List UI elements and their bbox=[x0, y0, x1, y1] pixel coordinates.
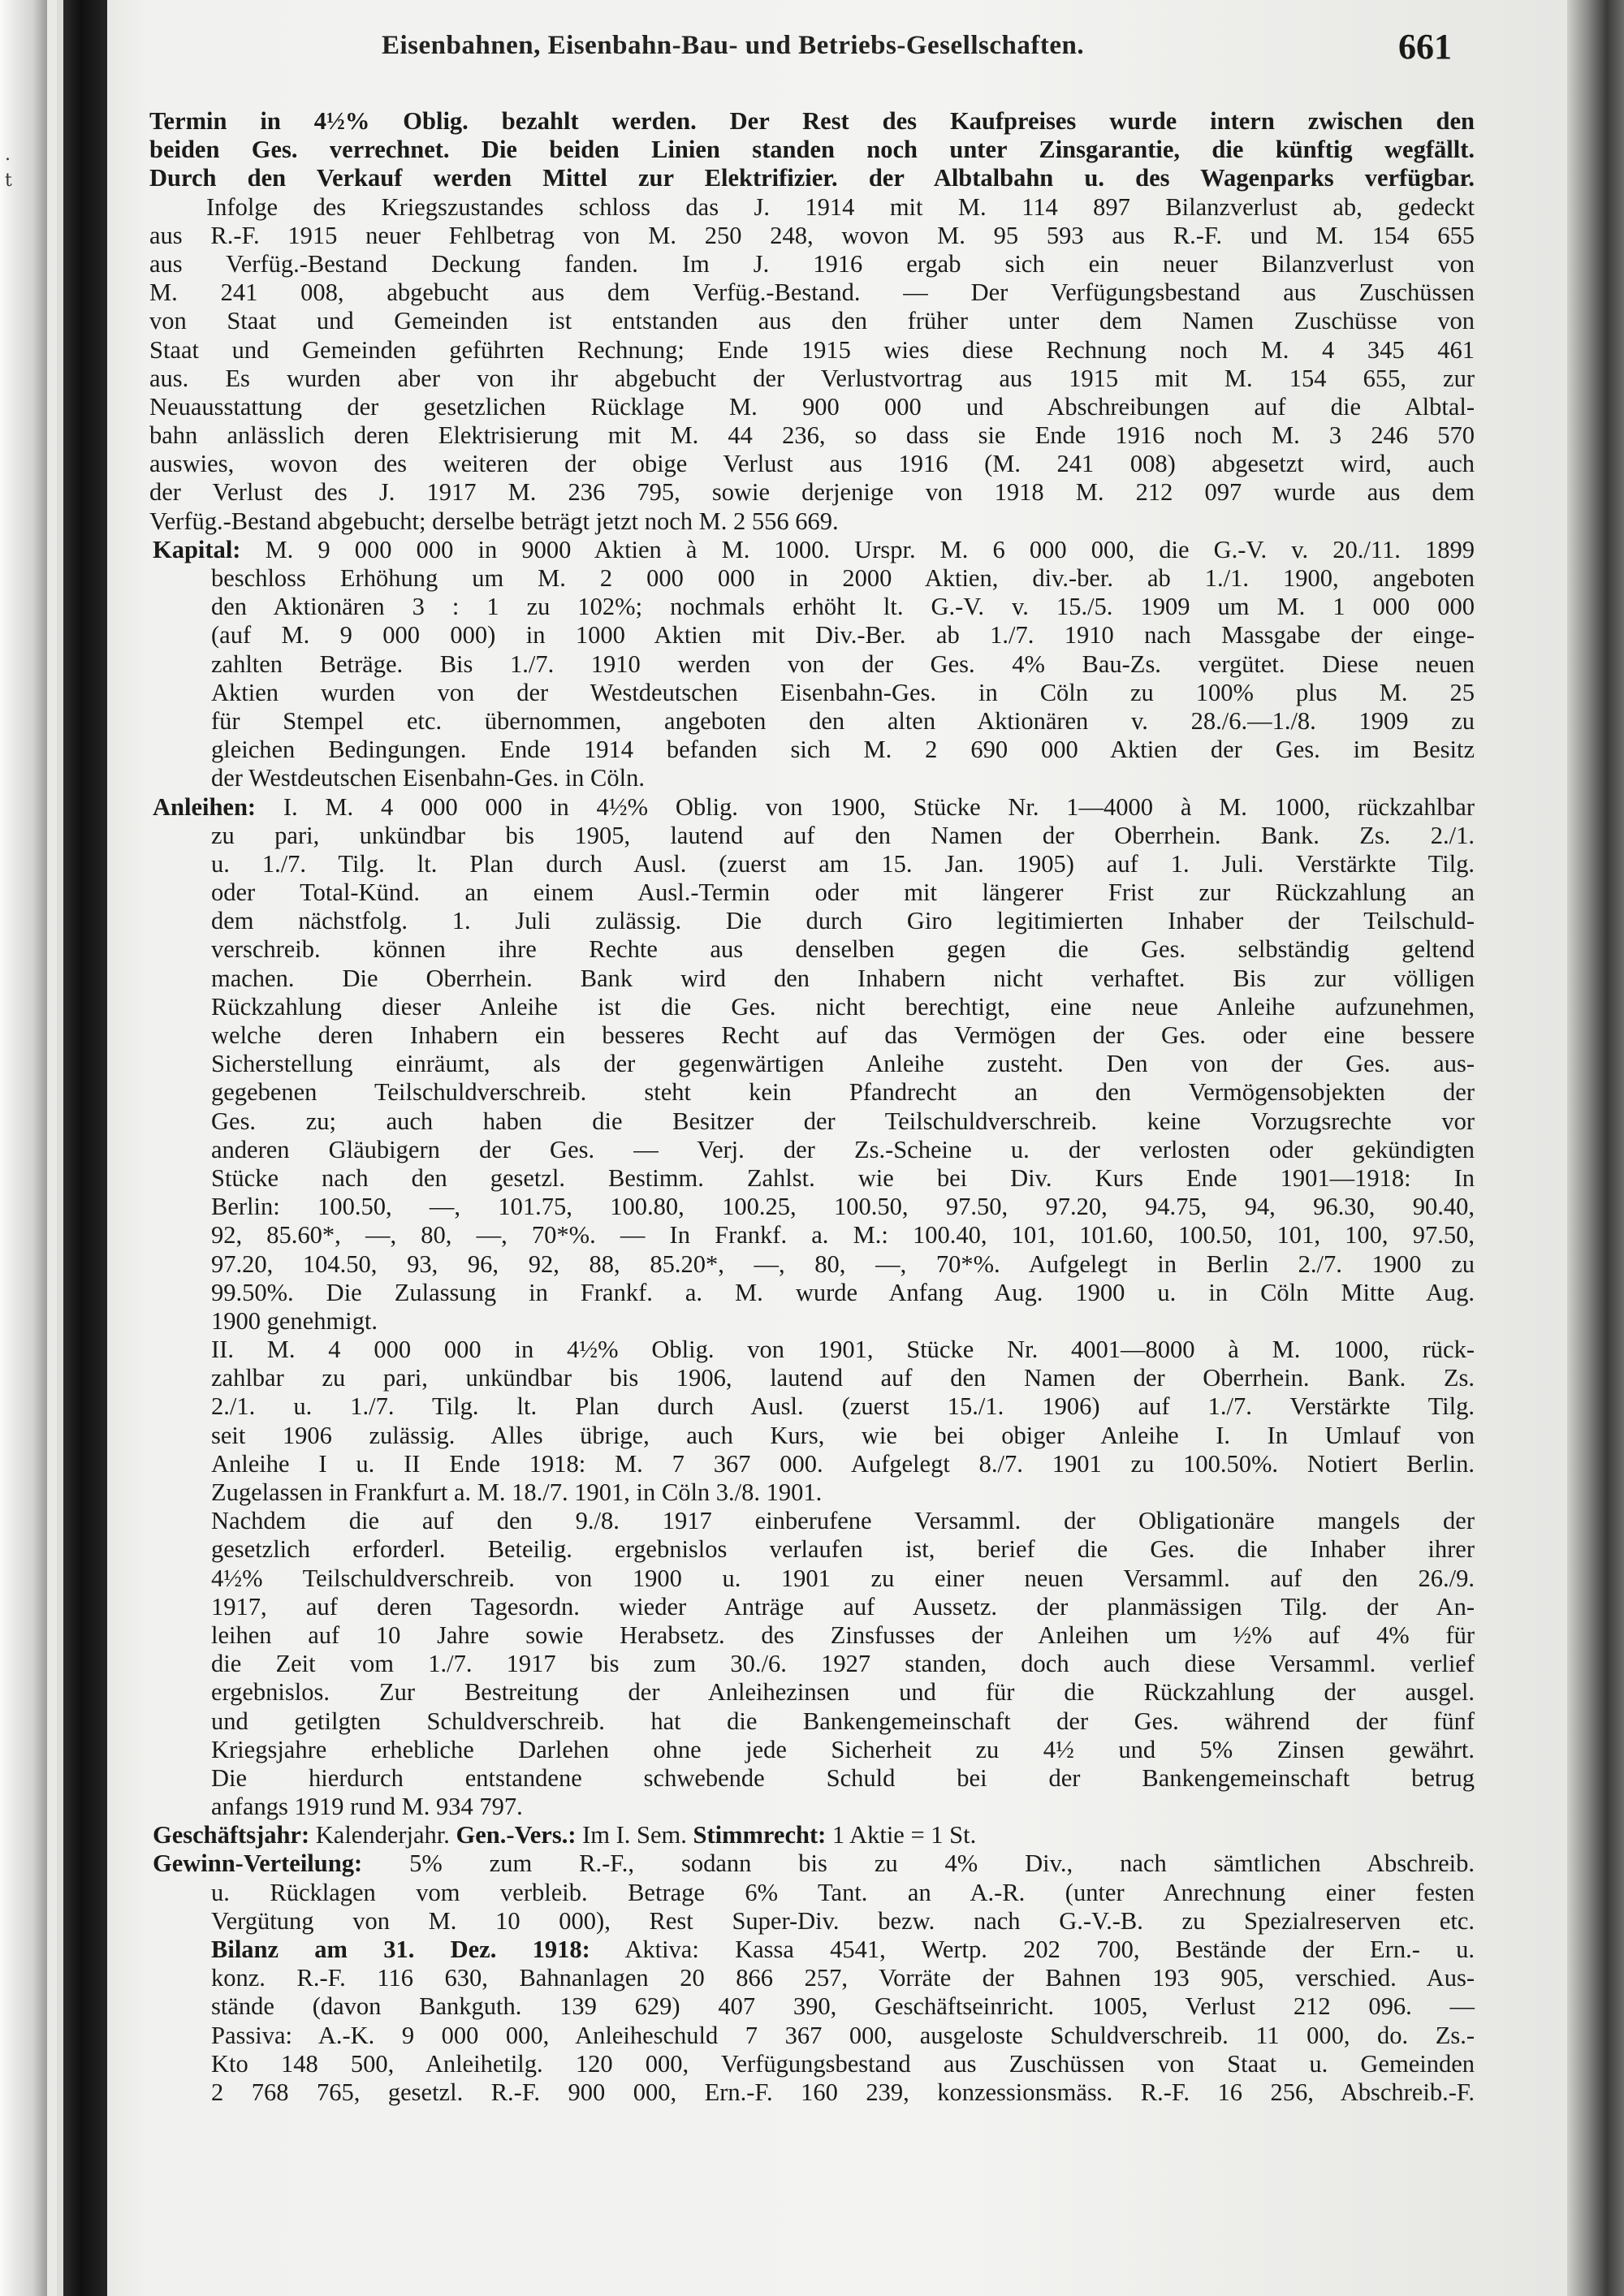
line-text: 97.20, 104.50, 93, 96, 92, 88, 85.20*, —, 80, —, 70*%. Aufgelegt in Berlin 2./7. 1900 zu bbox=[211, 1249, 1475, 1278]
text-line bbox=[149, 1478, 1475, 1507]
line-text: Stücke nach den gesetzl. Bestimm. Zahlst. wie bei Div. Kurs Ende 1901—1918: In bbox=[211, 1163, 1475, 1192]
text-line bbox=[149, 507, 1475, 536]
line-text: Staat und Gemeinden geführten Rechnung; Ende 1915 wies diese Rechnung noch M. 4 345 461 bbox=[149, 335, 1475, 364]
line-text: u. Rücklagen vom verbleib. Betrage 6% Tant. an A.-R. (unter Anrechnung einer festen bbox=[211, 1878, 1475, 1906]
line-text: Vergütung von M. 10 000), Rest Super-Div. bezw. nach G.-V.-B. zu Spezialreserven etc. bbox=[211, 1906, 1475, 1935]
line-text: zahlbar zu pari, unkündbar bis 1906, lautend auf den Namen der Oberrhein. Bank. Zs. bbox=[211, 1364, 1475, 1392]
line-text: (auf M. 9 000 000) in 1000 Aktien mit Div.-Ber. ab 1./7. 1910 nach Massgabe der einge- bbox=[211, 621, 1475, 650]
text-line bbox=[149, 679, 1475, 707]
page-number: 661 bbox=[1398, 27, 1452, 67]
line-text: den Aktionären 3 : 1 zu 102%; nochmals erhöht lt. G.-V. v. 15./5. 1909 um M. 1 000 000 bbox=[211, 593, 1475, 621]
text-line bbox=[149, 2078, 1475, 2107]
line-text: von Staat und Gemeinden ist entstanden aus den früher unter dem Namen Zuschüsse von bbox=[149, 307, 1475, 335]
line-text: beiden Ges. verrechnet. Die beiden Linien standen noch unter Zinsgarantie, die künftig wegfällt. bbox=[149, 136, 1475, 164]
line-text: Rückzahlung dieser Anleihe ist die Ges. nicht berechtigt, eine neue Anleihe aufzunehmen, bbox=[211, 992, 1475, 1021]
line-text: gleichen Bedingungen. Ende 1914 befanden sich M. 2 690 000 Aktien der Ges. im Besitz bbox=[211, 736, 1475, 764]
text-line bbox=[149, 993, 1475, 1021]
running-header: Eisenbahnen, Eisenbahn-Bau- und Betriebs-Gesellschaften. bbox=[382, 31, 1085, 60]
text-line bbox=[149, 822, 1475, 850]
text-line bbox=[149, 1050, 1475, 1078]
text-line bbox=[149, 564, 1475, 593]
line-text: Kto 148 500, Anleihetilg. 120 000, Verfügungsbestand aus Zuschüssen von Staat u. Gemeinden bbox=[211, 2049, 1475, 2078]
text-line bbox=[149, 1535, 1475, 1564]
text-line bbox=[149, 250, 1475, 278]
text-line bbox=[149, 935, 1475, 964]
line-text: 1917, auf deren Tagesordn. wieder Anträge auf Aussetz. der planmässigen Tilg. der An- bbox=[211, 1592, 1475, 1621]
line-text: aus. Es wurden aber von ihr abgebucht der Verlustvortrag aus 1915 mit M. 154 655, zur bbox=[149, 364, 1475, 392]
line-text: der Verlust des J. 1917 M. 236 795, sowie derjenige von 1918 M. 212 097 wurde aus dem bbox=[149, 478, 1475, 507]
text-line bbox=[149, 1879, 1475, 1907]
line-text: zu pari, unkündbar bis 1905, lautend auf den Namen der Oberrhein. Bank. Zs. 2./1. bbox=[211, 821, 1475, 849]
line-text: dem nächstfolg. 1. Juli zulässig. Die durch Giro legitimierten Inhaber der Teilschuld- bbox=[211, 907, 1475, 935]
line-text: anfangs 1919 rund M. 934 797. bbox=[211, 1793, 523, 1821]
text-line bbox=[149, 1992, 1475, 2021]
text-line bbox=[149, 450, 1475, 478]
text-line bbox=[149, 1250, 1475, 1279]
section-label: Anleihen: bbox=[153, 792, 257, 821]
line-text: und getilgten Schuldverschreib. hat die Bankengemeinschaft der Ges. während der fünf bbox=[211, 1707, 1475, 1735]
text-line bbox=[149, 1793, 1475, 1821]
line-text: Passiva: A.-K. 9 000 000, Anleiheschuld 7 367 000, ausgeloste Schuldverschreib. 11 000, do. Zs.- bbox=[211, 2021, 1475, 2049]
line-text: zahlten Beträge. Bis 1./7. 1910 werden von der Ges. 4% Bau-Zs. vergütet. Diese neuen bbox=[211, 650, 1475, 678]
text-line bbox=[149, 1307, 1475, 1336]
body-text bbox=[149, 107, 1475, 2107]
text-line bbox=[149, 136, 1475, 164]
text-line bbox=[149, 1707, 1475, 1736]
text-line bbox=[149, 764, 1475, 792]
line-text: Aktiva: Kassa 4541, Wertp. 202 700, Bestände der Ern.- u. bbox=[590, 1936, 1475, 1963]
text-line bbox=[149, 393, 1475, 421]
margin-mark: . bbox=[5, 145, 11, 165]
text-line bbox=[149, 421, 1475, 450]
text-line bbox=[149, 736, 1475, 764]
left-scan-margin bbox=[0, 0, 47, 2296]
text-line bbox=[149, 1621, 1475, 1650]
text-line bbox=[149, 1336, 1475, 1364]
text-line bbox=[149, 1107, 1475, 1136]
line-text: Termin in 4½% Oblig. bezahlt werden. Der Rest des Kaufpreises wurde intern zwischen den bbox=[149, 107, 1475, 135]
text-line bbox=[149, 1736, 1475, 1764]
line-text: bahn anlässlich deren Elektrisierung mit M. 44 236, so dass sie Ende 1916 noch M. 3 246 570 bbox=[149, 421, 1475, 450]
text-line bbox=[149, 1364, 1475, 1392]
line-text: I. M. 4 000 000 in 4½% Oblig. von 1900, Stücke Nr. 1—4000 à M. 1000, rückzahlbar bbox=[256, 792, 1475, 821]
line-text: Im I. Sem. bbox=[576, 1821, 693, 1849]
section-label: Geschäftsjahr: bbox=[153, 1821, 310, 1849]
line-text: u. 1./7. Tilg. lt. Plan durch Ausl. (zuerst am 15. Jan. 1905) auf 1. Juli. Verstärkte Tilg. bbox=[211, 849, 1475, 878]
line-text: 2./1. u. 1./7. Tilg. lt. Plan durch Ausl. (zuerst 15./1. 1906) auf 1./7. Verstärkte Tilg. bbox=[211, 1392, 1475, 1421]
line-text: beschloss Erhöhung um M. 2 000 000 in 2000 Aktien, div.-ber. ab 1./1. 1900, angeboten bbox=[211, 564, 1475, 592]
line-text: Ges. zu; auch haben die Besitzer der Teilschuldverschreib. keine Vorzugsrechte vor bbox=[211, 1107, 1475, 1135]
text-line bbox=[149, 1650, 1475, 1678]
line-text: Aktien wurden von der Westdeutschen Eisenbahn-Ges. in Cöln zu 100% plus M. 25 bbox=[211, 678, 1475, 706]
text-line bbox=[149, 193, 1475, 222]
text-line bbox=[149, 1564, 1475, 1593]
line-text: gegebenen Teilschuldverschreib. steht kein Pfandrecht an den Vermögensobjekten der bbox=[211, 1078, 1475, 1107]
line-text: Anleihe I u. II Ende 1918: M. 7 367 000. Aufgelegt 8./7. 1901 zu 100.50%. Notiert Berlin. bbox=[211, 1449, 1475, 1478]
text-line bbox=[149, 536, 1475, 564]
text-line bbox=[149, 336, 1475, 365]
line-text: ergebnislos. Zur Bestreitung der Anleihezinsen und für die Rückzahlung der ausgel. bbox=[211, 1678, 1475, 1707]
text-line bbox=[149, 1136, 1475, 1164]
line-text: der Westdeutschen Eisenbahn-Ges. in Cöln. bbox=[211, 764, 646, 792]
text-line bbox=[149, 1193, 1475, 1221]
line-text: aus Verfüg.-Bestand Deckung fanden. Im J. 1916 ergab sich ein neuer Bilanzverlust von bbox=[149, 249, 1475, 278]
text-line bbox=[149, 1907, 1475, 1936]
text-line bbox=[149, 1078, 1475, 1107]
section-label: Bilanz am 31. Dez. 1918: bbox=[211, 1936, 590, 1963]
text-line bbox=[149, 222, 1475, 250]
text-line bbox=[149, 878, 1475, 907]
text-line bbox=[149, 907, 1475, 935]
line-text: Durch den Verkauf werden Mittel zur Elektrifizier. der Albtalbahn u. des Wagenparks verfügbar. bbox=[149, 164, 1475, 192]
text-line bbox=[149, 1507, 1475, 1535]
line-text: anderen Gläubigern der Ges. — Verj. der Zs.-Scheine u. der verlosten oder gekündigten bbox=[211, 1135, 1475, 1163]
line-text: Kalenderjahr. bbox=[309, 1821, 456, 1849]
line-text: stände (davon Bankguth. 139 629) 407 390, Geschäftseinricht. 1005, Verlust 212 096. — bbox=[211, 1992, 1475, 2021]
line-text: Nachdem die auf den 9./8. 1917 einberufene Versamml. der Obligationäre mangels der bbox=[211, 1507, 1475, 1535]
line-text: Die hierdurch entstandene schwebende Schuld bei der Bankengemeinschaft betrug bbox=[211, 1763, 1475, 1792]
line-text: machen. Die Oberrhein. Bank wird den Inhabern nicht verhaftet. Bis zur völligen bbox=[211, 964, 1475, 992]
text-line bbox=[149, 1678, 1475, 1707]
text-line bbox=[149, 478, 1475, 507]
line-text: gesetzlich erforderl. Beteilig. ergebnislos verlaufen ist, berief die Ges. die Inhaber ihrer bbox=[211, 1535, 1475, 1564]
line-text: II. M. 4 000 000 in 4½% Oblig. von 1901, Stücke Nr. 4001—8000 à M. 1000, rück- bbox=[211, 1336, 1475, 1364]
text-line bbox=[149, 650, 1475, 679]
text-line bbox=[149, 1764, 1475, 1793]
text-line bbox=[149, 965, 1475, 993]
text-line bbox=[149, 707, 1475, 736]
line-text: Kriegsjahre erhebliche Darlehen ohne jede Sicherheit zu 4½ und 5% Zinsen gewährt. bbox=[211, 1735, 1475, 1763]
text-line bbox=[149, 593, 1475, 621]
text-line bbox=[149, 793, 1475, 822]
text-line bbox=[149, 107, 1475, 136]
line-text: 5% zum R.-F., sodann bis zu 4% Div., nach sämtlichen Abschreib. bbox=[362, 1849, 1475, 1878]
section-label: Gen.-Vers.: bbox=[456, 1821, 577, 1849]
section-label: Gewinn-Verteilung: bbox=[153, 1849, 363, 1878]
line-text: Sicherstellung einräumt, als der gegenwärtigen Anleihe zusteht. Den von der Ges. aus- bbox=[211, 1050, 1475, 1078]
line-text: Infolge des Kriegszustandes schloss das J. 1914 mit M. 114 897 Bilanzverlust ab, gedeckt bbox=[206, 192, 1475, 221]
line-text: oder Total-Künd. an einem Ausl.-Termin oder mit längerer Frist zur Rückzahlung an bbox=[211, 878, 1475, 907]
text-line bbox=[149, 164, 1475, 192]
line-text: 4½% Teilschuldverschreib. von 1900 u. 1901 zu einer neuen Versamml. auf den 26./9. bbox=[211, 1564, 1475, 1592]
line-text: die Zeit vom 1./7. 1917 bis zum 30./6. 1927 standen, doch auch diese Versamml. verlief bbox=[211, 1650, 1475, 1678]
line-text: M. 241 008, abgebucht aus dem Verfüg.-Bestand. — Der Verfügungsbestand aus Zuschüssen bbox=[149, 278, 1475, 307]
line-text: seit 1906 zulässig. Alles übrige, auch Kurs, wie bei obiger Anleihe I. In Umlauf von bbox=[211, 1421, 1475, 1449]
text-line bbox=[149, 2022, 1475, 2050]
text-line bbox=[149, 365, 1475, 393]
line-text: verschreib. können ihre Rechte aus denselben gegen die Ges. selbständig geltend bbox=[211, 935, 1475, 964]
text-line bbox=[149, 1221, 1475, 1249]
text-line bbox=[149, 621, 1475, 650]
line-text: Neuausstattung der gesetzlichen Rücklage M. 900 000 und Abschreibungen auf die Albtal- bbox=[149, 392, 1475, 421]
line-text: für Stempel etc. übernommen, angeboten den alten Aktionären v. 28./6.—1./8. 1909 zu bbox=[211, 706, 1475, 735]
text-line bbox=[149, 1392, 1475, 1421]
text-line bbox=[149, 1964, 1475, 1992]
section-label: Stimmrecht: bbox=[693, 1821, 827, 1849]
line-text: Verfüg.-Bestand abgebucht; derselbe beträgt jetzt noch M. 2 556 669. bbox=[149, 507, 839, 535]
line-text: aus R.-F. 1915 neuer Fehlbetrag von M. 250 248, wovon M. 95 593 aus R.-F. und M. 154 655 bbox=[149, 221, 1475, 249]
text-line bbox=[149, 850, 1475, 878]
line-text: 1900 genehmigt. bbox=[211, 1306, 378, 1335]
text-line bbox=[149, 1936, 1475, 1964]
section-label: Kapital: bbox=[153, 535, 241, 563]
text-line bbox=[149, 1164, 1475, 1193]
line-text: M. 9 000 000 in 9000 Aktien à M. 1000. Urspr. M. 6 000 000, die G.-V. v. 20./11. 1899 bbox=[240, 535, 1475, 563]
line-text: 92, 85.60*, —, 80, —, 70*%. — In Frankf. a. M.: 100.40, 101, 101.60, 100.50, 101, 100, 97.50, bbox=[211, 1221, 1475, 1249]
line-text: Berlin: 100.50, —, 101.75, 100.80, 100.25, 100.50, 97.50, 97.20, 94.75, 94, 96.30, 90.40, bbox=[211, 1193, 1475, 1221]
line-text: leihen auf 10 Jahre sowie Herabsetz. des Zinsfusses der Anleihen um ½% auf 4% für bbox=[211, 1621, 1475, 1649]
line-text: konz. R.-F. 116 630, Bahnanlagen 20 866 257, Vorräte der Bahnen 193 905, verschied. Aus- bbox=[211, 1964, 1475, 1992]
line-text: auswies, wovon des weiteren der obige Verlust aus 1916 (M. 241 008) abgesetzt wird, auch bbox=[149, 450, 1475, 478]
right-page-edge bbox=[1567, 0, 1624, 2296]
text-line bbox=[149, 1422, 1475, 1450]
text-line bbox=[149, 278, 1475, 307]
text-line bbox=[149, 2050, 1475, 2078]
text-line bbox=[149, 1279, 1475, 1307]
text-line bbox=[149, 307, 1475, 335]
line-text: 99.50%. Die Zulassung in Frankf. a. M. wurde Anfang Aug. 1900 u. in Cöln Mitte Aug. bbox=[211, 1278, 1475, 1306]
text-line bbox=[149, 1849, 1475, 1878]
text-line bbox=[149, 1593, 1475, 1621]
margin-mark: t bbox=[5, 170, 12, 191]
text-line bbox=[149, 1450, 1475, 1478]
binding-shadow bbox=[63, 0, 107, 2296]
line-text: Zugelassen in Frankfurt a. M. 18./7. 1901, in Cöln 3./8. 1901. bbox=[211, 1478, 823, 1506]
line-text: 2 768 765, gesetzl. R.-F. 900 000, Ern.-F. 160 239, konzessionsmäss. R.-F. 16 256, Abschreib.-F. bbox=[211, 2078, 1475, 2106]
line-text: welche deren Inhabern ein besseres Recht auf das Vermögen der Ges. oder eine bessere bbox=[211, 1021, 1475, 1049]
text-line bbox=[149, 1821, 1475, 1849]
text-line bbox=[149, 1021, 1475, 1050]
line-text: 1 Aktie = 1 St. bbox=[826, 1821, 977, 1849]
